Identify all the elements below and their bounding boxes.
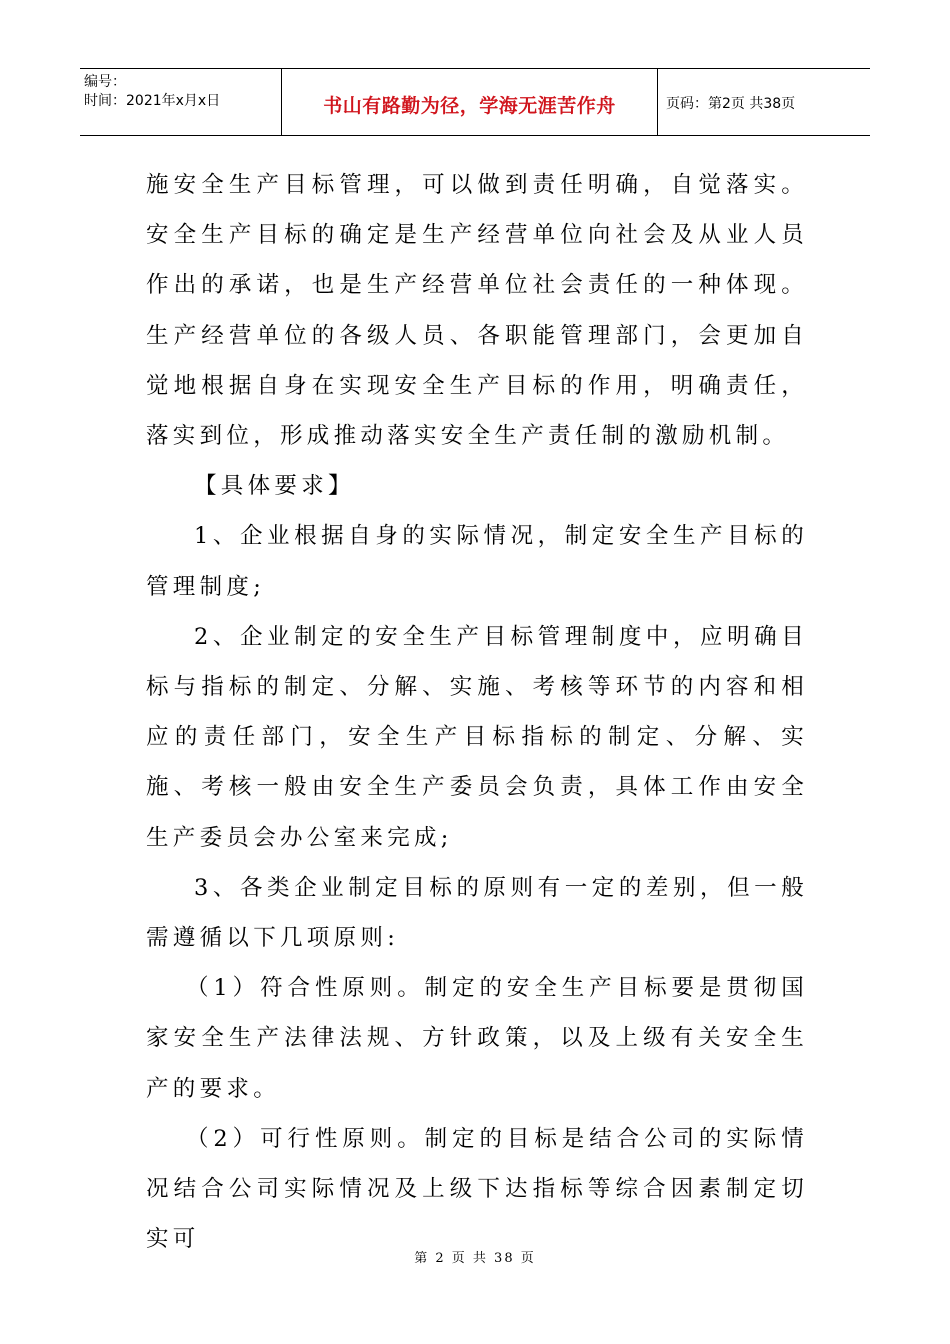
header-page-cell [658,69,870,135]
doc-number-label: 编号： [84,74,126,90]
doc-time-label: 时间：2021年x月x日 [84,93,221,109]
document-body [146,160,808,1264]
header-motto-cell [282,69,658,135]
header-meta-cell [80,69,282,135]
page-footer: 第 2 页 共 38 页 [414,1251,536,1266]
body-paragraph: 施安全生产目标管理，可以做到责任明确，自觉落实。安全生产目标的确定是生产经营单位向社会及从业人员作出的承诺，也是生产经营单位社会责任的一种体现。生产经营单位的各级人员、各职能管理部门，会更加自觉地根据自身在实现安全生产目标的作用，明确责任，落实到位，形成推动落实安全生产责任制的激励机制。 [146,172,808,450]
body-paragraph: 2、企业制定的安全生产目标管理制度中，应明确目标与指标的制定、分解、实施、考核等环节的内容和相应的责任部门，安全生产目标指标的制定、分解、实施、考核一般由安全生产委员会负责，具体工作由安全生产委员会办公室来完成; [146,623,808,851]
document-header [80,68,870,136]
section-heading: 【具体要求】 [194,473,355,500]
header-motto: 书山有路勤为径，学海无涯苦作舟 [323,94,616,117]
body-paragraph: 3、各类企业制定目标的原则有一定的差别，但一般需遵循以下几项原则: [146,874,808,952]
body-paragraph: 1、企业根据自身的实际情况，制定安全生产目标的管理制度; [146,523,808,600]
header-page-info: 页码：第2页 共38页 [666,96,796,112]
body-paragraph: （2）可行性原则。制定的目标是结合公司的实际情况结合公司实际情况及上级下达指标等综合因素制定切实可 [146,1125,808,1253]
body-paragraph: （1）符合性原则。制定的安全生产目标要是贯彻国家安全生产法律法规、方针政策，以及上级有关安全生产的要求。 [146,975,808,1102]
